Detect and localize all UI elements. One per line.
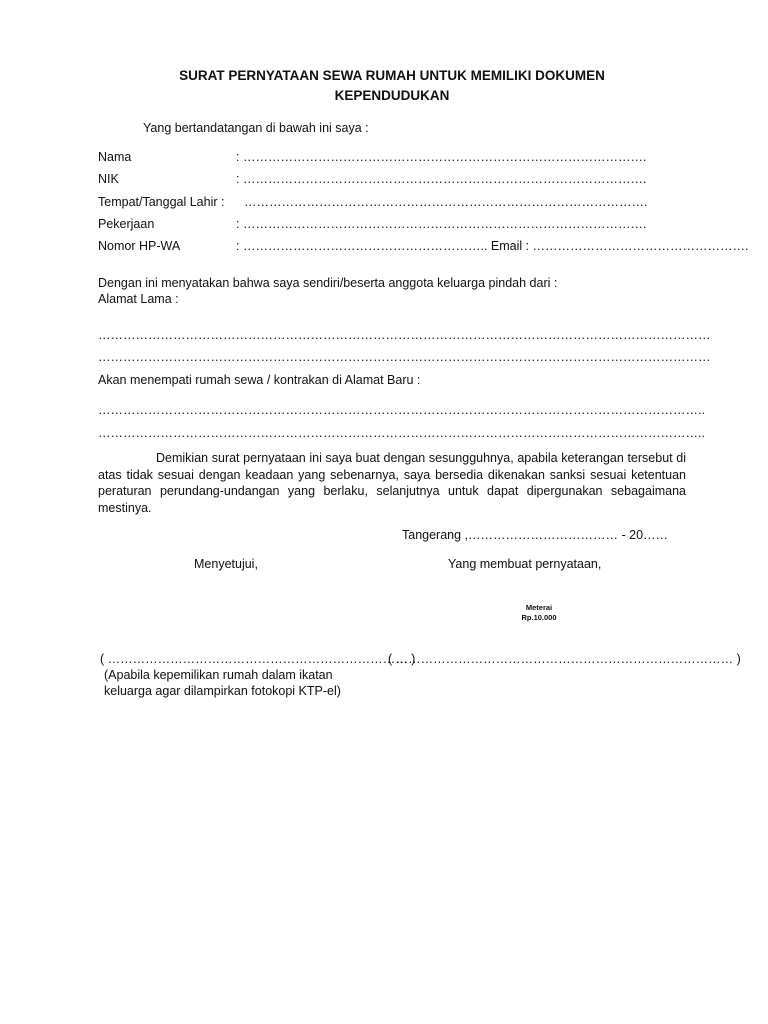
new-address-line-2: ………………………………………………………………………………………………………………………………..: [98, 426, 705, 440]
note-line-2: keluarga agar dilampirkan fotokopi KTP-el): [104, 684, 341, 698]
meterai-amount: Rp.10.000: [521, 613, 557, 622]
intro-text: Yang bertandatangan di bawah ini saya :: [143, 121, 369, 135]
field-label-nik: NIK: [98, 172, 119, 186]
field-value-ttl: …………………………………………………………………………………….: [244, 195, 648, 209]
field-value-hp: : ………………………………………………….. Email : …………………………………………….: [236, 239, 749, 253]
closing-paragraph: Demikian surat pernyataan ini saya buat dengan sesungguhnya, apabila keterangan tersebut di atas tidak sesuai dengan keadaan yang sebenarnya, saya bersedia dikenakan sanksi sesuai ketentuan peraturan perundang-undangan yang berlaku, selanjutnya untuk dapat dipergunakan sebagaimana mestinya.: [98, 451, 686, 515]
maker-label: Yang membuat pernyataan,: [448, 557, 602, 571]
document-title: [98, 66, 686, 106]
field-value-nama: : …………………………………………………………………………………….: [236, 150, 647, 164]
field-label-ttl: Tempat/Tanggal Lahir :: [98, 195, 225, 209]
signature-left: ( ……………………………………………………………… ): [100, 652, 416, 666]
new-address-line-1: ………………………………………………………………………………………………………………………………..: [98, 403, 705, 417]
statement-text: Dengan ini menyatakan bahwa saya sendiri/beserta anggota keluarga pindah dari :: [98, 276, 558, 290]
signature-right: ( ……………………………………………………………………… ): [388, 652, 741, 666]
old-address-line-1: …………………………………………………………………………………………………………………………………: [98, 328, 711, 342]
place-date: Tangerang ,……………………………… - 20……: [402, 528, 669, 542]
old-address-line-2: …………………………………………………………………………………………………………………………………: [98, 350, 711, 364]
old-address-label: Alamat Lama :: [98, 292, 179, 306]
field-label-hp: Nomor HP-WA: [98, 239, 181, 253]
field-label-nama: Nama: [98, 150, 132, 164]
approve-label: Menyetujui,: [194, 557, 258, 571]
field-label-pekerjaan: Pekerjaan: [98, 217, 155, 231]
title-line-2: KEPENDUDUKAN: [334, 88, 450, 103]
field-value-pekerjaan: : …………………………………………………………………………………….: [236, 217, 647, 231]
field-value-nik: : …………………………………………………………………………………….: [236, 172, 647, 186]
new-address-label: Akan menempati rumah sewa / kontrakan di Alamat Baru :: [98, 373, 421, 387]
meterai-stamp: [500, 603, 578, 623]
note-line-1: (Apabila kepemilikan rumah dalam ikatan: [104, 668, 333, 682]
title-line-1: SURAT PERNYATAAN SEWA RUMAH UNTUK MEMILIKI DOKUMEN: [179, 68, 605, 83]
ownership-note: [104, 667, 341, 699]
meterai-text: Meterai: [525, 603, 553, 612]
